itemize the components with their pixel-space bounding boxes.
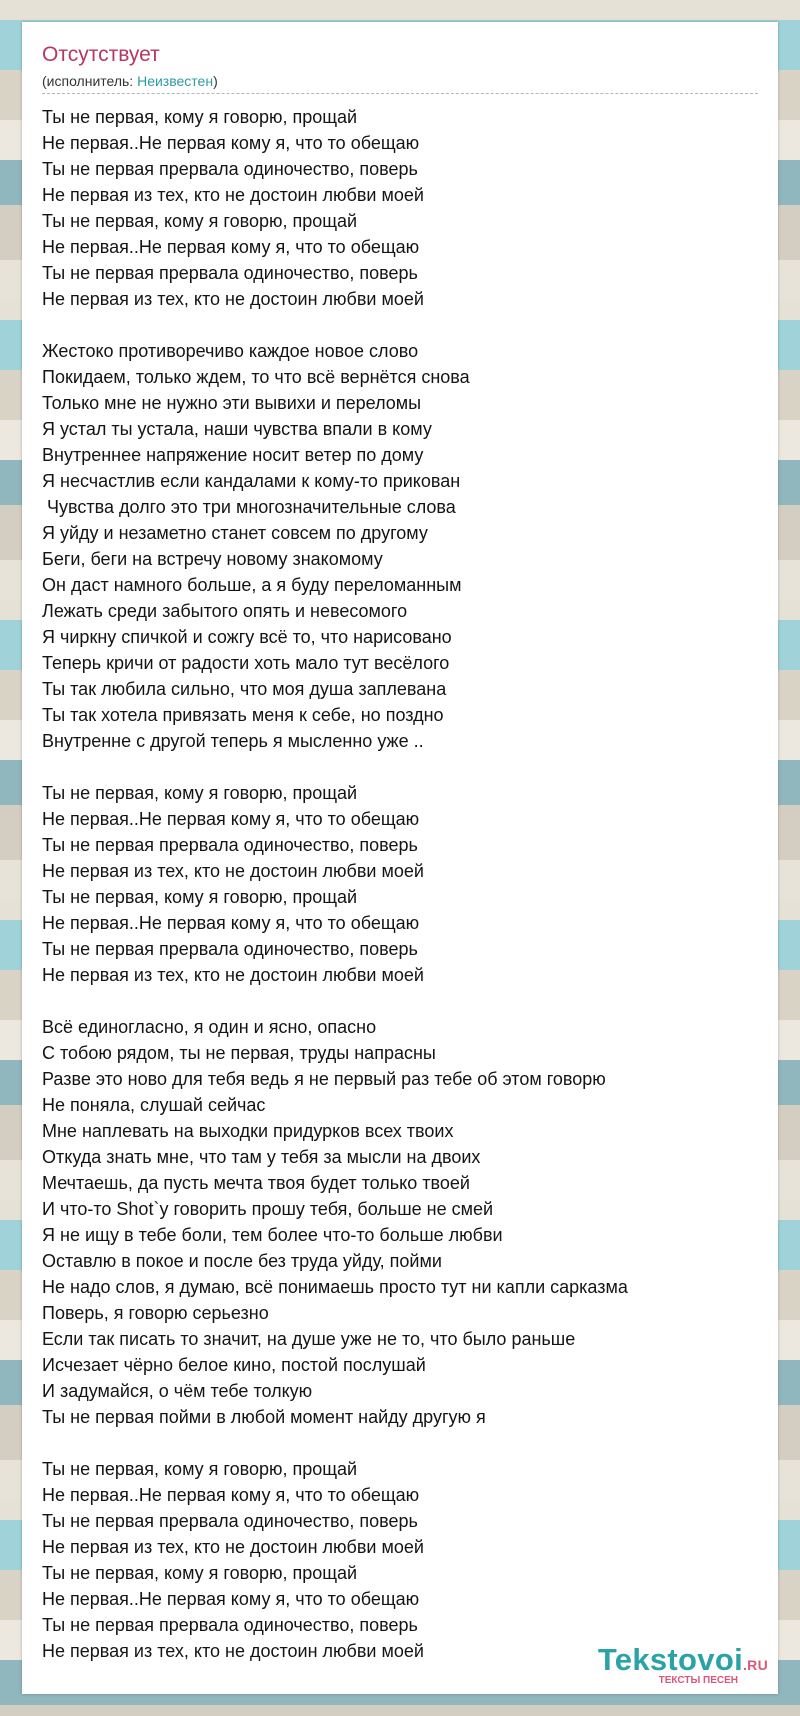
lyrics-line: Не первая..Не первая кому я, что то обещаю [42,1485,420,1505]
lyrics-line: Ты не первая прервала одиночество, поверь [42,263,418,283]
lyrics-line: И задумайся, о чём тебе толкую [42,1381,313,1401]
lyrics-line: Ты не первая прервала одиночество, поверь [42,835,418,855]
logo-wordmark [598,1644,768,1675]
site-logo[interactable] [598,1644,768,1686]
lyrics-line: Оставлю в покое и после без труда уйду, пойми [42,1251,442,1271]
lyrics-line: Внутренне с другой теперь я мысленно уже .. [42,731,424,751]
lyrics-line: Не первая из тех, кто не достоин любви моей [42,1537,424,1557]
lyrics-line: Я несчастлив если кандалами к кому-то прикован [42,471,461,491]
lyrics-line: С тобою рядом, ты не первая, труды напрасны [42,1043,436,1063]
lyrics-line: Не первая..Не первая кому я, что то обещаю [42,1589,420,1609]
logo-tld: .RU [742,1657,768,1673]
lyrics-line: Внутреннее напряжение носит ветер по дому [42,445,424,465]
lyrics-line: Ты так любила сильно, что моя душа заплевана [42,679,447,699]
lyrics-line: Мне наплевать на выходки придурков всех твоих [42,1121,454,1141]
lyrics-line [42,988,758,1014]
lyrics-line: Не первая..Не первая кому я, что то обещаю [42,913,420,933]
lyrics-line: Ты не первая, кому я говорю, прощай [42,1563,358,1583]
lyrics-line: Не первая из тех, кто не достоин любви моей [42,965,424,985]
performer-prefix: (исполнитель: [42,73,138,89]
lyrics-line: Ты не первая прервала одиночество, поверь [42,1615,418,1635]
lyrics-line: Жестоко противоречиво каждое новое слово [42,341,419,361]
lyrics-line: Не первая из тех, кто не достоин любви моей [42,1641,424,1661]
title-divider [42,93,758,94]
lyrics-line: Я чиркну спичкой и сожгу всё то, что нарисовано [42,627,452,647]
lyrics-line: Он даст намного больше, а я буду переломанным [42,575,462,595]
lyrics-line: Откуда знать мне, что там у тебя за мысли на двоих [42,1147,481,1167]
lyrics-line: Не надо слов, я думаю, всё понимаешь просто тут ни капли сарказма [42,1277,628,1297]
lyrics-line: Я не ищу в тебе боли, тем более что-то больше любви [42,1225,503,1245]
lyrics-line: Если так писать то значит, на душе уже не то, что было раньше [42,1329,576,1349]
lyrics-line: Не первая..Не первая кому я, что то обещаю [42,809,420,829]
lyrics-line [42,312,758,338]
lyrics-line: Ты не первая пойми в любой момент найду другую я [42,1407,486,1427]
lyrics-line: Не первая из тех, кто не достоин любви моей [42,861,424,881]
lyrics-line [42,1430,758,1456]
lyrics-text [42,104,758,1664]
lyrics-line: Ты не первая, кому я говорю, прощай [42,211,358,231]
lyrics-line: Ты не первая, кому я говорю, прощай [42,887,358,907]
lyrics-line: Не первая из тех, кто не достоин любви моей [42,289,424,309]
lyrics-line: Всё единогласно, я один и ясно, опасно [42,1017,377,1037]
lyrics-line: Только мне не нужно эти вывихи и переломы [42,393,422,413]
logo-tagline: ТЕКСТЫ ПЕСЕН [658,1675,738,1686]
lyrics-line: Чувства долго это три многозначительные слова [42,497,456,517]
lyrics-line: И что-то Shot`у говорить прошу тебя, больше не смей [42,1199,494,1219]
performer-line [42,74,218,88]
lyrics-line: Беги, беги на встречу новому знакомому [42,549,383,569]
lyrics-line: Исчезает чёрно белое кино, постой послушай [42,1355,426,1375]
lyrics-line: Ты не первая, кому я говорю, прощай [42,107,358,127]
lyrics-line: Не первая..Не первая кому я, что то обещаю [42,133,420,153]
song-title: Отсутствует [42,43,160,66]
lyrics-line: Я устал ты устала, наши чувства впали в кому [42,419,432,439]
lyrics-line: Ты не первая, кому я говорю, прощай [42,783,358,803]
lyrics-line: Разве это ново для тебя ведь я не первый раз тебе об этом говорю [42,1069,606,1089]
lyrics-line: Не поняла, слушай сейчас [42,1095,266,1115]
logo-name: Tekstovoi [597,1642,743,1677]
lyrics-line: Ты не первая, кому я говорю, прощай [42,1459,358,1479]
performer-link[interactable]: Неизвестен [137,73,214,89]
lyrics-line: Не первая из тех, кто не достоин любви моей [42,185,424,205]
lyrics-line: Лежать среди забытого опять и невесомого [42,601,408,621]
lyrics-line: Не первая..Не первая кому я, что то обещаю [42,237,420,257]
lyrics-line [42,754,758,780]
lyrics-line: Ты не первая прервала одиночество, поверь [42,939,418,959]
lyrics-line: Мечтаешь, да пусть мечта твоя будет только твоей [42,1173,470,1193]
lyrics-line: Я уйду и незаметно станет совсем по другому [42,523,428,543]
lyrics-line: Ты не первая прервала одиночество, поверь [42,1511,418,1531]
performer-suffix: ) [213,73,218,89]
lyrics-line: Покидаем, только ждем, то что всё вернётся снова [42,367,470,387]
lyrics-line: Ты так хотела привязать меня к себе, но поздно [42,705,444,725]
lyrics-card [22,22,778,1694]
lyrics-line: Ты не первая прервала одиночество, поверь [42,159,418,179]
lyrics-line: Поверь, я говорю серьезно [42,1303,269,1323]
lyrics-line: Теперь кричи от радости хоть мало тут весёлого [42,653,450,673]
